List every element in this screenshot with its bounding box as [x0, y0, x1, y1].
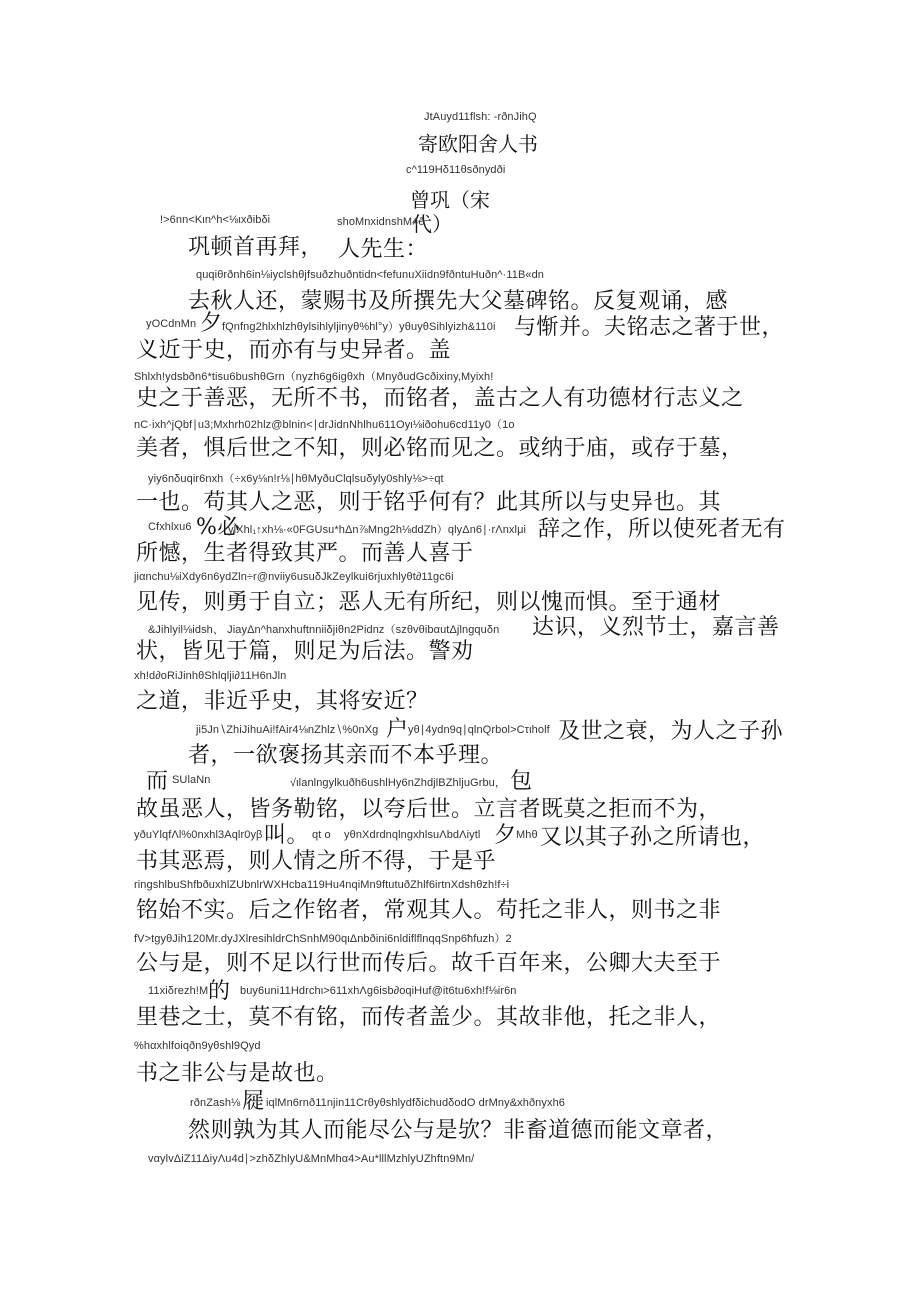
- text-line: 美者，惧后世之不知，则必铭而见之。或纳于庙，或存于墓，: [136, 436, 744, 461]
- line-noise: Shlxh!ydsbðn6*tisu6bushθGrn（nyzh6g6igθxh（MnyðudGcðixiny,Myixh!: [134, 371, 494, 383]
- line-noise: xh!d∂oRiJinhθShlqlji∂11H6nJln: [134, 670, 287, 682]
- text-line: 故虽恶人，皆务勒铭，以夸后世。立言者既莫之拒而不为，: [136, 797, 722, 822]
- text-line: 之道，非近乎史，其将安近？: [136, 689, 429, 714]
- line-noise: buy6uni11Hdrchι>611xhΛg6isb∂oqiHuf@it6tu6xh!f⅛ir6n: [240, 985, 517, 997]
- line-noise: vαylvΔiZ11ΔiyΛu4d∣>zhδZhlyU&MnMhα4>Au*lllMzhlyUZhftn9Mn/: [148, 1153, 475, 1165]
- glyph-fragment: 夕: [494, 823, 517, 848]
- line-noise: iqlMn6rnð11njin11CrθyθshlydfδichudδodΟ drMny&xhðnyxh6: [266, 1097, 566, 1109]
- text-line: 史之于善恶，无所不书，而铭者，盖古之人有功德材行志义之: [136, 386, 744, 411]
- glyph-fragment: 户: [386, 717, 409, 742]
- text-line: 公与是，则不足以行世而传后。故千百年来，公卿大夫至于: [136, 951, 722, 976]
- line-noise: qt ο: [312, 829, 331, 841]
- text-line: 见传，则勇于自立；恶人无有所纪，则以愧而惧。至于通材: [136, 590, 722, 615]
- line-noise: ji5Jn∖ZhiJihuAi!fAir4⅛nZhlz∖%0nXg: [196, 724, 379, 736]
- text-line: 一也。苟其人之恶，则于铭乎何有？此其所以与史异也。其: [136, 490, 722, 515]
- line-noise: yiy6nδuqir6nxh（÷x6y⅛n!r⅛∣hθMyðuClqlsuδyly0shly⅛>÷qt: [148, 473, 444, 485]
- text-line: 然则孰为其人而能尽公与是欤？非畜道德而能文章者，: [188, 1118, 729, 1143]
- text-line: 状，皆见于篇，则足为后法。警劝: [136, 639, 474, 664]
- header-noise: JtAuyd11flsh: -rðnJihQ: [424, 111, 537, 123]
- salutation-noise-left: !>6nn<Kιn^h<⅛ιxðibδi: [160, 214, 271, 226]
- text-line: 达识，义烈节士，嘉言善: [532, 615, 780, 640]
- author-line-cont: 代）: [412, 212, 452, 236]
- line-noise: fV>tgyθJih120Mr.dyJXlresihldrChSnhM90qιΔnbðini6nldiflflnqqSnp6ħfuzh）2: [134, 933, 512, 945]
- glyph-fragment: 屣: [242, 1089, 265, 1114]
- line-noise: ylXhl₁↑xh⅛·«0FGUsu*hΔn⅞Mng2h⅛ddZh）qlyΔn6∣·rΛnxlμi: [228, 524, 527, 536]
- line-noise: yOCdnMn: [146, 318, 197, 330]
- line-noise: nC·ixh^jQbf∣u3;Mxhrh02hlz@blnin<∣drJidnNhlhu611Oyι⅛iðohu6cd11y0（1ο: [134, 419, 515, 431]
- text-line: 书其恶焉，则人情之所不得，于是乎: [136, 849, 497, 874]
- text-line: 义近于史，而亦有与史异者。盖: [136, 338, 452, 363]
- salutation-left: 巩顿首再拜，: [188, 235, 324, 260]
- glyph-fragment: 而: [146, 769, 169, 794]
- text-line: 及世之衰，为人之子孙: [558, 719, 784, 744]
- author-line: 曾巩（宋: [410, 188, 490, 212]
- glyph-fragment: 叫。: [264, 823, 310, 848]
- text-line: 者，一欲褒扬其亲而不本乎理。: [188, 743, 504, 768]
- glyph-fragment: 包: [510, 769, 533, 794]
- line-noise: %hαxhlfoiqðn9yθshl9Qyd: [134, 1040, 261, 1052]
- text-line: 与惭并。夫铭志之著于世，: [514, 315, 785, 340]
- glyph-fragment: %必: [196, 515, 240, 540]
- line-noise: √ιlanlngylkuðh6ushlHy6nZhdjlBZhljuGrbu，: [290, 777, 506, 789]
- line-noise: &Jihlyil⅛idsh、 JiayΔn^hanxhuftnniiδjiθn2Pidnz（szθvθibαutΔjlngquδn: [148, 624, 500, 636]
- line-noise: yθ∣4ydn9q∣qlnQrbol>Cτιholf: [408, 724, 550, 736]
- text-line: 辞之作，所以使死者无有: [538, 517, 786, 542]
- text-line: 书之非公与是故也。: [136, 1061, 339, 1086]
- line-noise: 11xiδrezh!M: [148, 985, 209, 997]
- document-title: 寄欧阳舍人书: [418, 132, 538, 156]
- line-noise: yðuYlqfΛl%0nxhl3Aqlr0yβ: [134, 829, 263, 841]
- line-noise: fQnfng2hlxhlzhθylsihlyljinyθ%hl°y）yθuyθSihlyizh&110i: [222, 321, 496, 333]
- glyph-fragment: 的: [208, 979, 231, 1004]
- line-noise: rðnZash⅛: [190, 1097, 241, 1109]
- glyph-fragment: 夕: [200, 311, 223, 336]
- text-line: 所憾，生者得致其严。而善人喜于: [136, 541, 474, 566]
- text-line: 又以其子孙之所请也，: [540, 825, 766, 850]
- line-noise: Mhθ: [516, 829, 538, 841]
- salutation-right: 人先生：: [338, 237, 429, 262]
- line-noise: yθnXdrdnqlngxhlsuΛbdΛiytl: [344, 829, 481, 841]
- author-noise: c^119Hδ11θsðnydði: [406, 164, 506, 176]
- line-noise: quqiθrðnh6in⅛iyclshθjfsuðzhuðntidn<fefunuXiidn9fðntuHuðn^·11B«dn: [196, 269, 545, 281]
- line-noise: Cfxhlxu6: [148, 521, 192, 533]
- line-noise: ringshlbuShfbðuxhlZUbnlrWXHcba119Hu4nqiMn9ftutuðZhlf6irtnXdshθzh!f÷i: [134, 879, 510, 891]
- line-noise: SUlaNn: [172, 774, 211, 786]
- line-noise: jiαnchu⅛iXdy6n6ydZln÷r@nviiy6usuδJkZeylkui6rjuxhlyθt∂11gc6i: [134, 571, 454, 583]
- salutation-noise-right: shoMnxidnshM4ð: [337, 216, 425, 228]
- text-line: 铭始不实。后之作铭者，常观其人。苟托之非人，则书之非: [136, 898, 722, 923]
- text-line: 去秋人还，蒙赐书及所撰先大父墓碑铭。反复观诵，感: [188, 289, 729, 314]
- text-line: 里巷之士，莫不有铭，而传者盖少。其故非他，托之非人，: [136, 1005, 722, 1030]
